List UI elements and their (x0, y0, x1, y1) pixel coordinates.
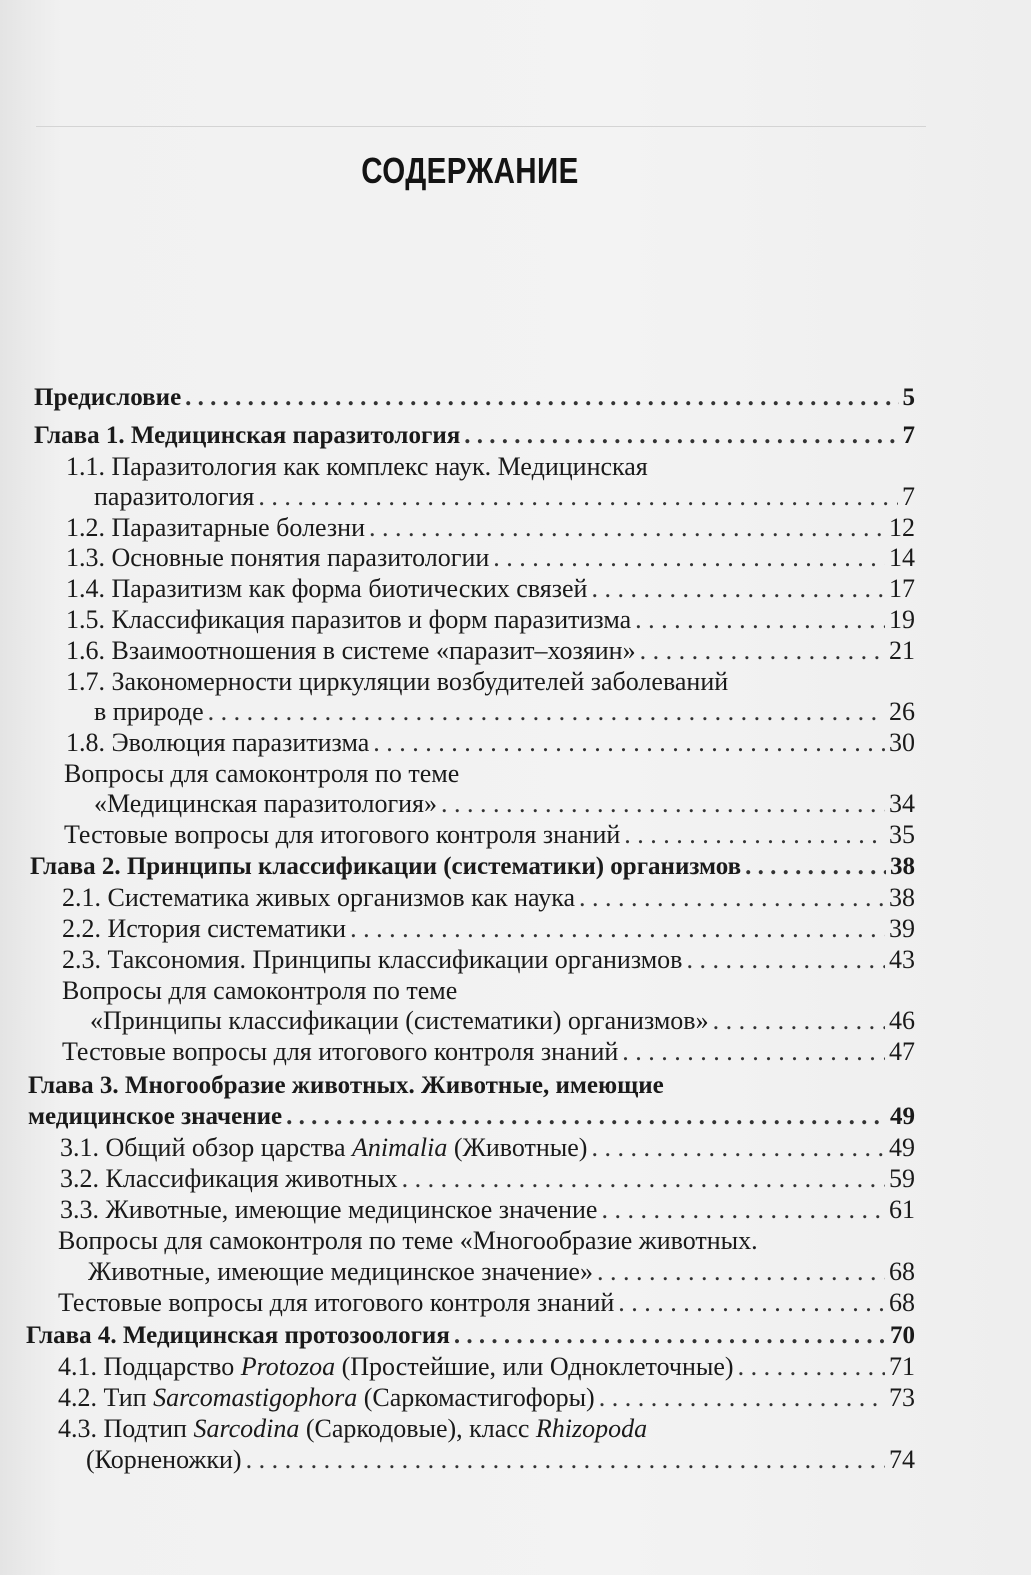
toc-entry-questions-2[interactable] (90, 1006, 915, 1036)
toc-page-number: 19 (889, 605, 915, 634)
toc-entry-questions-2-line-1[interactable]: Вопросы для самоконтроля по теме (62, 976, 458, 1005)
toc-page-number: 43 (889, 945, 915, 974)
toc-page-number: 7 (902, 422, 915, 449)
leader-dots (493, 543, 885, 573)
toc-entry-tests-1[interactable] (64, 820, 915, 850)
toc-entry-3-3[interactable] (60, 1195, 915, 1225)
toc-page-number: 49 (890, 1103, 915, 1130)
toc-label: Глава 2. Принципы классификации (систематики) организмов (30, 853, 742, 880)
toc-page-number: 30 (889, 728, 915, 757)
leader-dots (246, 1445, 885, 1475)
leader-dots (618, 1288, 885, 1318)
toc-page-number: 46 (889, 1006, 915, 1035)
leader-dots (599, 1383, 885, 1413)
toc-label: медицинское значение (28, 1103, 283, 1130)
label-text: (Животные) (447, 1133, 588, 1162)
toc-entry-preface[interactable] (34, 383, 915, 413)
toc-label: Глава 1. Медицинская паразитология (34, 422, 461, 449)
toc-entry-chapter-3-line-1[interactable]: Глава 3. Многообразие животных. Животные, имеющие (28, 1072, 664, 1099)
latin-name: Protozoa (240, 1352, 336, 1381)
leader-dots (713, 1006, 885, 1036)
leader-dots (454, 1321, 886, 1351)
toc-entry-1-5[interactable] (66, 605, 915, 635)
toc-label: 1.3. Основные понятия паразитологии (66, 543, 490, 572)
toc-label: 3.2. Классификация животных (60, 1164, 398, 1193)
toc-label: Глава 4. Медицинская протозоология (26, 1322, 450, 1349)
toc-label: Животные, имеющие медицинское значение» (88, 1257, 593, 1286)
toc-entry-3-2[interactable] (60, 1164, 915, 1194)
label-text: (Саркодовые), класс (299, 1414, 536, 1443)
toc-entry-1-7-line-1[interactable]: 1.7. Закономерности циркуляции возбудителей заболеваний (66, 667, 729, 696)
toc-label: Тестовые вопросы для итогового контроля знаний (62, 1037, 619, 1066)
toc-page-number: 5 (902, 384, 915, 411)
toc-label: 1.2. Паразитарные болезни (66, 513, 365, 542)
toc-entry-questions-1-line-1[interactable]: Вопросы для самоконтроля по теме (64, 759, 460, 788)
toc-entry-4-2[interactable] (58, 1383, 915, 1413)
toc-entry-1-4[interactable] (66, 574, 915, 604)
toc-label: Предисловие (34, 384, 182, 411)
toc-label: паразитология (94, 482, 255, 511)
label-text: (Саркомастигофоры) (357, 1383, 595, 1412)
leader-dots (441, 789, 885, 819)
leader-dots (591, 574, 885, 604)
latin-name: Rhizopoda (535, 1414, 648, 1443)
toc-label: «Принципы классификации (систематики) организмов» (90, 1006, 709, 1035)
toc-page-number: 73 (889, 1383, 915, 1412)
toc-page-number: 38 (890, 853, 915, 880)
toc-label: 2.1. Систематика живых организмов как наука (62, 883, 576, 912)
toc-page-number: 38 (889, 883, 915, 912)
toc-entry-1-2[interactable] (66, 513, 915, 543)
toc-entry-chapter-1[interactable] (34, 421, 915, 451)
leader-dots (579, 883, 885, 913)
toc-page-number: 35 (889, 820, 915, 849)
toc-page-number: 34 (889, 789, 915, 818)
leader-dots (350, 914, 885, 944)
toc-page-number: 74 (889, 1445, 915, 1474)
toc-entry-questions-1[interactable] (94, 789, 915, 819)
toc-label (58, 1352, 734, 1382)
toc-page-number: 70 (890, 1322, 915, 1349)
leader-dots (208, 697, 885, 727)
toc-page-number: 14 (889, 543, 915, 572)
toc-entry-questions-3[interactable] (88, 1257, 915, 1287)
label-text: (Простейшие, или Одноклеточные) (335, 1352, 734, 1381)
toc-entry-1-8[interactable] (66, 728, 915, 758)
toc-page-number: 12 (889, 513, 915, 542)
toc-label: 1.4. Паразитизм как форма биотических связей (66, 574, 588, 603)
leader-dots (464, 421, 898, 451)
leader-dots (624, 820, 885, 850)
toc-page-number: 21 (889, 636, 915, 665)
toc-label: в природе (94, 697, 204, 726)
leader-dots (601, 1195, 885, 1225)
toc-label: (Корненожки) (86, 1445, 242, 1474)
toc-entry-tests-2[interactable] (62, 1037, 915, 1067)
toc-entry-tests-3[interactable] (58, 1288, 915, 1318)
leader-dots (591, 1133, 885, 1163)
label-text: 4.1. Подцарство (58, 1352, 241, 1381)
toc-label: 1.6. Взаимоотношения в системе «паразит–хозяин» (66, 636, 636, 665)
leader-dots (635, 605, 885, 635)
toc-entry-questions-3-line-1[interactable]: Вопросы для самоконтроля по теме «Многообразие животных. (58, 1226, 758, 1255)
toc-label (58, 1383, 595, 1413)
leader-dots (185, 383, 898, 413)
toc-entry-chapter-2[interactable] (30, 852, 915, 882)
toc-entry-2-2[interactable] (62, 914, 915, 944)
toc-entry-4-3-line-1[interactable] (58, 1414, 647, 1444)
toc-label: 2.2. История систематики (62, 914, 347, 943)
toc-page-number: 26 (889, 697, 915, 726)
toc-label: 2.3. Таксономия. Принципы классификации организмов (62, 945, 683, 974)
toc-page-number: 39 (889, 914, 915, 943)
leader-dots (373, 728, 885, 758)
latin-name: Sarcodina (193, 1414, 300, 1443)
toc-entry-chapter-3[interactable] (28, 1102, 915, 1132)
leader-dots (402, 1164, 885, 1194)
toc-page-number: 71 (889, 1352, 915, 1381)
toc-entry-1-1-line-1[interactable]: 1.1. Паразитология как комплекс наук. Медицинская (66, 452, 648, 481)
page-title: СОДЕРЖАНИЕ (361, 150, 579, 191)
label-text: 4.2. Тип (58, 1383, 154, 1412)
leader-dots (369, 513, 885, 543)
toc-entry-4-3[interactable] (86, 1445, 915, 1475)
leader-dots (640, 636, 885, 666)
leader-dots (597, 1257, 885, 1287)
toc-label: 3.3. Животные, имеющие медицинское значение (60, 1195, 598, 1224)
leader-dots (622, 1037, 885, 1067)
toc-entry-1-7[interactable] (94, 697, 915, 727)
leader-dots (745, 852, 886, 882)
toc-page-number: 7 (902, 482, 915, 511)
toc-entry-3-1[interactable] (60, 1133, 915, 1163)
toc-entry-1-3[interactable] (66, 543, 915, 573)
toc-entry-4-1[interactable] (58, 1352, 915, 1382)
toc-label: 1.8. Эволюция паразитизма (66, 728, 370, 757)
toc-entry-2-3[interactable] (62, 945, 915, 975)
bleed-through-rule (36, 126, 926, 127)
toc-label: 1.5. Классификация паразитов и форм паразитизма (66, 605, 632, 634)
toc-entry-chapter-4[interactable] (26, 1321, 915, 1351)
toc-page-number: 47 (889, 1037, 915, 1066)
leader-dots (258, 482, 898, 512)
leader-dots (738, 1352, 885, 1382)
toc-label: Тестовые вопросы для итогового контроля знаний (64, 820, 621, 849)
toc-page-number: 68 (889, 1288, 915, 1317)
toc-label (60, 1133, 587, 1163)
toc-label: «Медицинская паразитология» (94, 789, 438, 818)
toc-entry-2-1[interactable] (62, 883, 915, 913)
label-text: 3.1. Общий обзор царства (60, 1133, 353, 1162)
leader-dots (686, 945, 885, 975)
leader-dots (286, 1102, 886, 1132)
toc-page-number: 17 (889, 574, 915, 603)
toc-page-number: 49 (889, 1133, 915, 1162)
toc-page-number: 68 (889, 1257, 915, 1286)
label-text: 4.3. Подтип (58, 1414, 194, 1443)
toc-page-number: 61 (889, 1195, 915, 1224)
toc-entry-1-1[interactable] (94, 482, 915, 512)
latin-name: Animalia (352, 1133, 448, 1162)
toc-page-number: 59 (889, 1164, 915, 1193)
toc-label: Тестовые вопросы для итогового контроля знаний (58, 1288, 615, 1317)
toc-entry-1-6[interactable] (66, 636, 915, 666)
latin-name: Sarcomastigophora (153, 1383, 358, 1412)
